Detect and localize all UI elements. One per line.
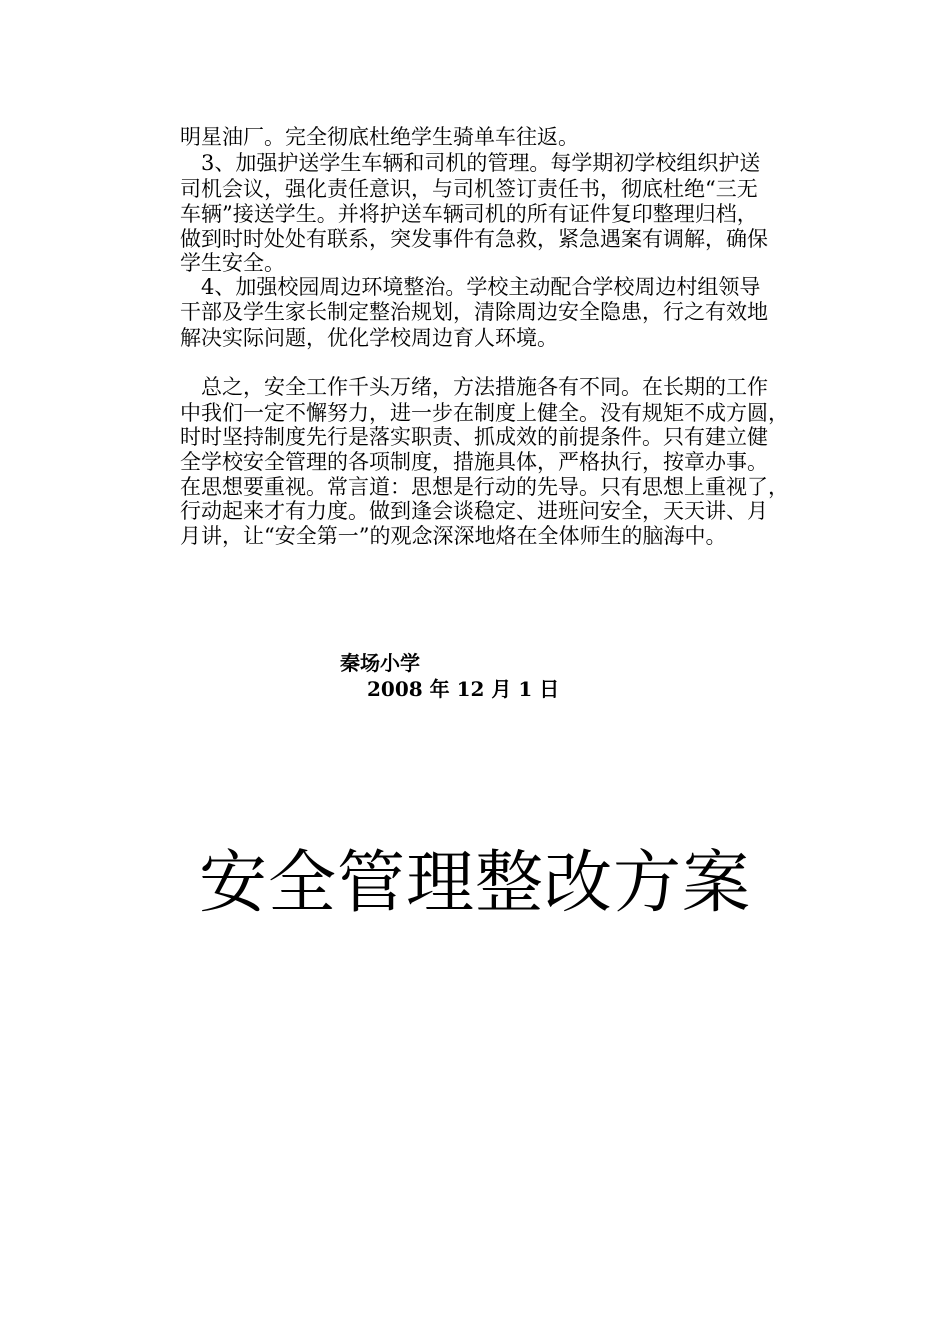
body-line-14: 在思想要重视。常言道：思想是行动的先导。只有思想上重视了，	[180, 475, 789, 499]
body-line-15: 行动起来才有力度。做到逢会谈稳定、进班问安全，天天讲、月	[180, 499, 768, 523]
body-line-5: 做到时时处处有联系，突发事件有急救，紧急遇案有调解，确保	[180, 227, 768, 251]
signature-school: 秦场小学	[340, 651, 420, 675]
body-line-7: 4、加强校园周边环境整治。学校主动配合学校周边村组领导	[180, 275, 761, 299]
body-line-8: 干部及学生家长制定整治规划，清除周边安全隐患，行之有效地	[180, 300, 768, 324]
body-line-3: 司机会议，强化责任意识，与司机签订责任书，彻底杜绝“三无	[180, 177, 758, 201]
body-line-16: 月讲，让“安全第一”的观念深深地烙在全体师生的脑海中。	[180, 524, 727, 548]
signature-date: 2008 年 12 月 1 日	[367, 677, 560, 701]
body-line-12: 时时坚持制度先行是落实职责、抓成效的前提条件。只有建立健	[180, 425, 768, 449]
body-line-2: 3、加强护送学生车辆和司机的管理。每学期初学校组织护送	[180, 151, 761, 175]
body-line-9: 解决实际问题，优化学校周边育人环境。	[180, 326, 558, 350]
body-line-10: 总之，安全工作千头万绪，方法措施各有不同。在长期的工作	[180, 375, 768, 399]
body-line-4: 车辆”接送学生。并将护送车辆司机的所有证件复印整理归档，	[180, 202, 758, 226]
body-line-6: 学生安全。	[180, 251, 285, 275]
next-document-title: 安全管理整改方案	[198, 844, 751, 923]
body-line-13: 全学校安全管理的各项制度，措施具体，严格执行，按章办事。	[180, 450, 768, 474]
body-line-11: 中我们一定不懈努力，进一步在制度上健全。没有规矩不成方圆，	[180, 401, 789, 425]
body-line-1: 明星油厂。完全彻底杜绝学生骑单车往返。	[180, 125, 579, 149]
